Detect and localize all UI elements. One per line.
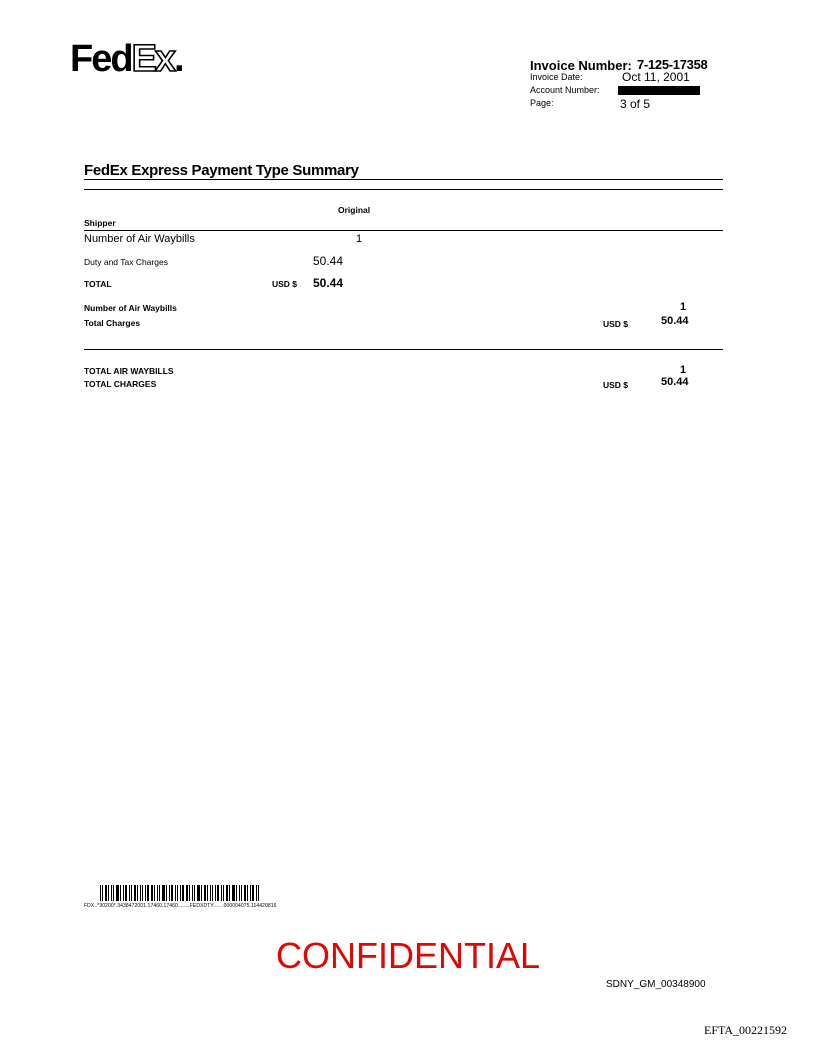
row-label-duty: Duty and Tax Charges — [84, 257, 168, 267]
subtotal-charges-label: Total Charges — [84, 318, 141, 328]
grand-total-rule — [84, 349, 723, 350]
page-value: 3 of 5 — [620, 97, 651, 111]
row-value-waybills: 1 — [356, 233, 363, 245]
logo-ex: Ex — [131, 38, 175, 80]
row-value-duty: 50.44 — [313, 254, 344, 268]
grand-total-waybills-value: 1 — [680, 364, 687, 376]
row-currency-total: USD $ — [272, 279, 298, 289]
subtotal-currency: USD $ — [603, 319, 629, 329]
header-rule — [84, 230, 723, 231]
title-rule-2 — [84, 189, 723, 190]
confidential-stamp: CONFIDENTIAL — [275, 935, 541, 976]
row-label-total: TOTAL — [84, 279, 112, 289]
invoice-date-label: Invoice Date: — [530, 72, 583, 82]
row-label-waybills: Number of Air Waybills — [84, 233, 195, 245]
subtotal-waybills-value: 1 — [680, 301, 687, 313]
invoice-number-label: Invoice Number: — [530, 58, 632, 73]
subtotal-waybills-label: Number of Air Waybills — [84, 303, 177, 313]
grand-total-currency: USD $ — [603, 380, 629, 390]
account-number-redaction — [618, 86, 700, 95]
logo-fed: Fed — [70, 38, 132, 80]
subtotal-charges-value: 50.44 — [661, 315, 689, 327]
grand-total-waybills-label: TOTAL AIR WAYBILLS — [84, 366, 174, 376]
efta-id: EFTA_00221592 — [704, 1023, 788, 1037]
fedex-logo — [70, 40, 183, 78]
title-rule-1 — [84, 179, 723, 180]
logo-dot: . — [174, 38, 183, 80]
account-number-label: Account Number: — [530, 85, 600, 95]
row-value-total: 50.44 — [313, 276, 344, 290]
barcode — [100, 885, 261, 901]
column-header-original: Original — [338, 205, 371, 215]
section-title: FedEx Express Payment Type Summary — [84, 162, 359, 179]
invoice-number-value: 7-125-17358 — [637, 57, 708, 72]
barcode-text: FDX..*30200*.3438472001.17460.17460........FEDXDTY.......000004075.114420816 — [84, 903, 277, 909]
group-label-shipper: Shipper — [84, 218, 116, 228]
page-label: Page: — [530, 98, 554, 108]
invoice-date-value: Oct 11, 2001 — [622, 70, 690, 84]
bates-id: SDNY_GM_00348900 — [606, 979, 706, 990]
grand-total-charges-value: 50.44 — [661, 376, 689, 388]
grand-total-charges-label: TOTAL CHARGES — [84, 379, 157, 389]
